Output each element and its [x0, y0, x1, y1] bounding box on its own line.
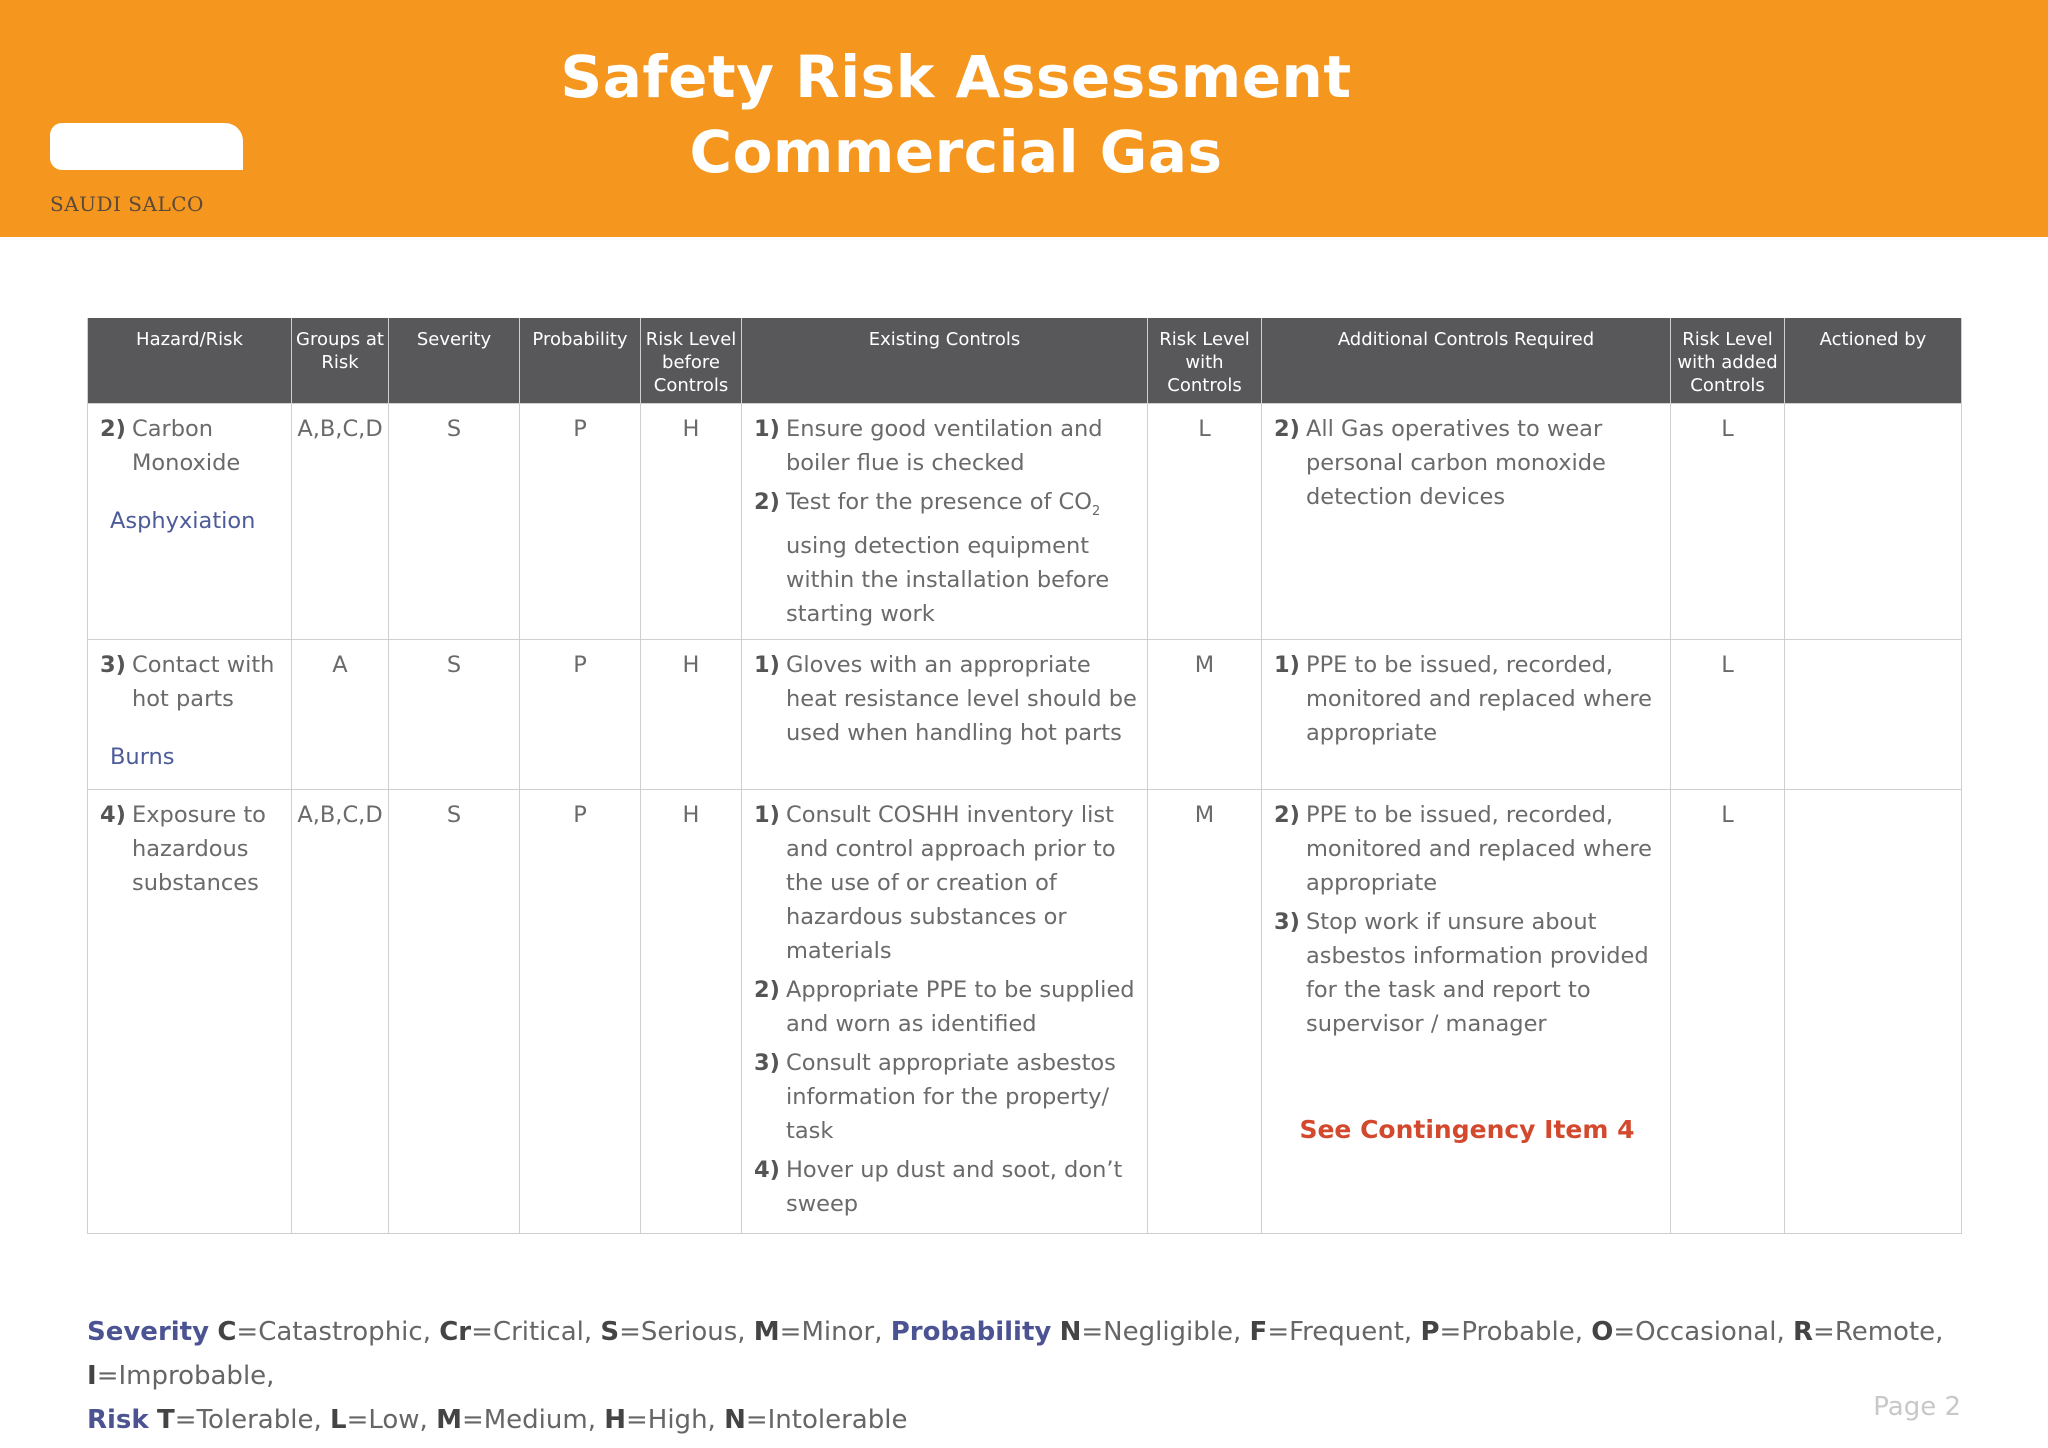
item-number: 3) — [1274, 908, 1300, 935]
column-header: Risk Level before Controls — [641, 318, 742, 403]
hazard-name: Contact with hot parts — [132, 651, 275, 712]
hazard-consequence: Asphyxiation — [110, 507, 256, 534]
item-number: 2) — [1274, 801, 1300, 828]
hazard-cell — [88, 403, 292, 639]
severity-cell: S — [389, 639, 520, 789]
risk-added-controls-cell: L — [1671, 403, 1785, 639]
legend-text: =Improbable, — [96, 1361, 275, 1391]
column-header: Probability — [520, 318, 641, 403]
additional-controls-cell — [1262, 789, 1671, 1233]
table-row — [88, 639, 1962, 789]
legend-abbr: F — [1249, 1317, 1268, 1347]
legend-text: =Remote, — [1813, 1317, 1944, 1347]
risk-added-controls-cell: L — [1671, 789, 1785, 1233]
legend-abbr: L — [329, 1405, 347, 1435]
control-text: Hover up dust and soot, don’t sweep — [786, 1156, 1123, 1217]
control-text: Appropriate PPE to be supplied and worn as identified — [786, 976, 1135, 1037]
legend-text: =Tolerable, — [174, 1405, 322, 1435]
legend-abbr: C — [217, 1317, 237, 1347]
item-number: 3) — [100, 651, 126, 678]
control-text: Stop work if unsure about asbestos information provided for the task and report to supervisor / manager — [1306, 908, 1649, 1037]
control-text: All Gas operatives to wear personal carbon monoxide detection devices — [1306, 415, 1606, 510]
legend-text: =Probable, — [1439, 1317, 1583, 1347]
actioned-by-cell — [1785, 403, 1962, 639]
legend-severity-label: Severity — [87, 1317, 210, 1347]
legend-abbr: H — [604, 1405, 626, 1435]
legend-text: =Serious, — [619, 1317, 746, 1347]
hazard-cell — [88, 639, 292, 789]
legend-text: =Critical, — [471, 1317, 593, 1347]
existing-controls-cell — [742, 639, 1148, 789]
legend-text: =Catastrophic, — [236, 1317, 431, 1347]
risk-before-cell: H — [641, 789, 742, 1233]
severity-cell: S — [389, 789, 520, 1233]
risk-with-controls-cell: M — [1148, 789, 1262, 1233]
risk-before-cell: H — [641, 403, 742, 639]
legend — [87, 1310, 1967, 1442]
severity-cell: S — [389, 403, 520, 639]
legend-text: =Occasional, — [1613, 1317, 1785, 1347]
legend-abbr: T — [156, 1405, 175, 1435]
column-header: Actioned by — [1785, 318, 1962, 403]
item-number: 1) — [754, 801, 780, 828]
control-text: PPE to be issued, recorded, monitored and replaced where appropriate — [1306, 801, 1652, 896]
groups-cell: A,B,C,D — [292, 403, 389, 639]
probability-cell: P — [520, 639, 641, 789]
probability-cell: P — [520, 789, 641, 1233]
column-header: Groups at Risk — [292, 318, 389, 403]
risk-with-controls-cell: L — [1148, 403, 1262, 639]
risk-assessment-table — [87, 318, 1962, 1234]
risk-before-cell: H — [641, 639, 742, 789]
page-subtitle: Commercial Gas — [689, 118, 1223, 186]
existing-controls-cell — [742, 789, 1148, 1233]
table-header-row — [88, 318, 1962, 403]
legend-abbr: N — [1059, 1317, 1082, 1347]
control-text: Consult appropriate asbestos information for the property/ task — [786, 1049, 1116, 1144]
actioned-by-cell — [1785, 639, 1962, 789]
hazard-consequence: Burns — [110, 743, 175, 770]
control-text: PPE to be issued, recorded, monitored and replaced where appropriate — [1306, 651, 1652, 746]
control-text: Gloves with an appropriate heat resistance level should be used when handling hot parts — [786, 651, 1137, 746]
legend-abbr: M — [753, 1317, 780, 1347]
item-number: 4) — [100, 801, 126, 828]
legend-abbr: I — [87, 1361, 97, 1391]
header-banner — [0, 0, 2048, 237]
groups-cell: A — [292, 639, 389, 789]
hazard-name: Carbon Monoxide — [132, 415, 241, 476]
page-title: Safety Risk Assessment — [560, 43, 1352, 111]
item-number: 2) — [1274, 415, 1300, 442]
legend-text: =Frequent, — [1267, 1317, 1413, 1347]
risk-added-controls-cell: L — [1671, 639, 1785, 789]
column-header: Risk Level with added Controls — [1671, 318, 1785, 403]
column-header: Severity — [389, 318, 520, 403]
additional-controls-cell — [1262, 639, 1671, 789]
legend-probability-label: Probability — [890, 1317, 1052, 1347]
legend-abbr: S — [600, 1317, 620, 1347]
legend-abbr: N — [724, 1405, 746, 1435]
table-row — [88, 789, 1962, 1233]
column-header: Existing Controls — [742, 318, 1148, 403]
company-name: SAUDI SALCO — [50, 192, 204, 216]
column-header: Additional Controls Required — [1262, 318, 1671, 403]
legend-abbr: R — [1793, 1317, 1814, 1347]
legend-text: =High, — [626, 1405, 716, 1435]
item-number: 4) — [754, 1156, 780, 1183]
legend-text: =Intolerable — [745, 1405, 908, 1435]
column-header: Risk Level with Controls — [1148, 318, 1262, 403]
item-number: 1) — [754, 651, 780, 678]
column-header: Hazard/Risk — [88, 318, 292, 403]
groups-cell: A,B,C,D — [292, 789, 389, 1233]
legend-abbr: Cr — [439, 1317, 472, 1347]
subscript: 2 — [1091, 503, 1101, 519]
legend-abbr: M — [436, 1405, 462, 1435]
control-text: Consult COSHH inventory list and control approach prior to the use of or creation of hazardous substances or materials — [786, 801, 1116, 964]
item-number: 2) — [754, 488, 780, 515]
contingency-link[interactable]: See Contingency Item 4 — [1299, 1114, 1635, 1144]
control-text: Ensure good ventilation and boiler flue is checked — [786, 415, 1103, 476]
legend-abbr: O — [1591, 1317, 1614, 1347]
item-number: 1) — [754, 415, 780, 442]
legend-risk-label: Risk — [87, 1405, 149, 1435]
legend-abbr: P — [1420, 1317, 1440, 1347]
table-row — [88, 403, 1962, 639]
legend-text: =Low, — [346, 1405, 428, 1435]
item-number: 2) — [100, 415, 126, 442]
control-text: using detection equipment within the installation before starting work — [786, 532, 1110, 627]
item-number: 1) — [1274, 651, 1300, 678]
additional-controls-cell — [1262, 403, 1671, 639]
control-text: Test for the presence of CO — [786, 488, 1092, 515]
legend-text: =Medium, — [461, 1405, 596, 1435]
existing-controls-cell — [742, 403, 1148, 639]
legend-text: =Negligible, — [1081, 1317, 1242, 1347]
item-number: 3) — [754, 1049, 780, 1076]
page-number: Page 2 — [1873, 1392, 1961, 1422]
legend-text: =Minor, — [779, 1317, 883, 1347]
risk-with-controls-cell: M — [1148, 639, 1262, 789]
hazard-name: Exposure to hazardous substances — [132, 801, 266, 896]
hazard-cell — [88, 789, 292, 1233]
probability-cell: P — [520, 403, 641, 639]
actioned-by-cell — [1785, 789, 1962, 1233]
item-number: 2) — [754, 976, 780, 1003]
